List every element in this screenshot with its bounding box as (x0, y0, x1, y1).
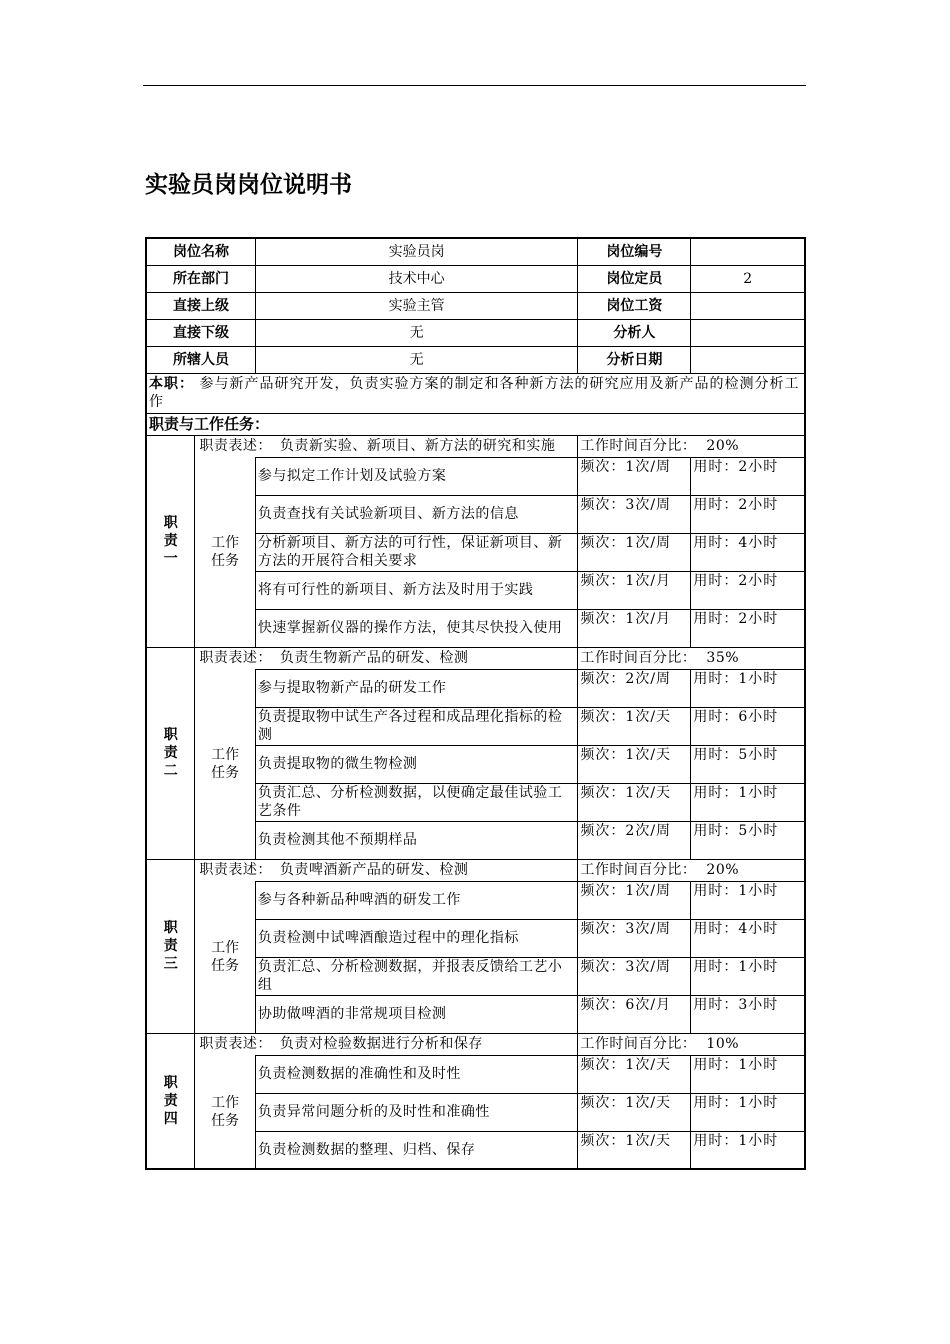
duty-name (146, 1033, 195, 1169)
task-duration: 用时：2小时 (691, 609, 805, 647)
duty-desc-label: 职责表述： (199, 862, 272, 878)
info-value: 实验员岗 (255, 238, 578, 265)
duty-pct-label: 工作时间百分比： (580, 650, 697, 666)
info-label: 岗位定员 (578, 265, 691, 292)
task-duration: 用时：1小时 (691, 669, 805, 707)
task-duration: 用时：1小时 (691, 1055, 805, 1093)
task-text: 将有可行性的新项目、新方法及时用于实践 (255, 571, 578, 609)
duty-name-char: 职 (163, 515, 178, 531)
task-duration: 用时：2小时 (691, 571, 805, 609)
duty-pct-value: 20% (706, 438, 740, 454)
info-label: 分析人 (578, 319, 691, 346)
duty-desc-label: 职责表述： (199, 1036, 272, 1052)
duty-desc-text: 负责新实验、新项目、新方法的研究和实施 (279, 438, 556, 454)
task-frequency: 频次：2次/周 (578, 821, 691, 859)
duty-desc-row (146, 435, 805, 457)
task-text: 负责异常问题分析的及时性和准确性 (255, 1093, 578, 1131)
duty-desc-label: 职责表述： (199, 650, 272, 666)
task-frequency: 频次：3次/周 (578, 957, 691, 995)
task-duration: 用时：2小时 (691, 457, 805, 495)
task-frequency: 频次：1次/天 (578, 1093, 691, 1131)
task-text: 负责查找有关试验新项目、新方法的信息 (255, 495, 578, 533)
duty-name-char: 责 (163, 938, 178, 954)
duty-name-char: 二 (163, 763, 178, 779)
duties-header-row (146, 413, 805, 435)
duty-pct-label: 工作时间百分比： (580, 1036, 697, 1052)
task-duration: 用时：3小时 (691, 995, 805, 1033)
info-row (146, 346, 805, 373)
duty-name-char: 责 (163, 745, 178, 761)
task-row (146, 457, 805, 495)
task-text: 分析新项目、新方法的可行性，保证新项目、新方法的开展符合相关要求 (255, 533, 578, 571)
duty-pct (578, 647, 805, 669)
info-value (691, 346, 805, 373)
task-group-label-line: 任务 (211, 1112, 240, 1129)
duty-desc (195, 1033, 578, 1055)
info-label: 直接上级 (146, 292, 255, 319)
info-value (691, 238, 805, 265)
job-description-table (145, 237, 806, 1170)
info-row (146, 292, 805, 319)
duty-name-char: 职 (163, 1074, 178, 1091)
task-frequency: 频次：1次/周 (578, 533, 691, 571)
info-label: 岗位编号 (578, 238, 691, 265)
task-text: 负责汇总、分析检测数据，并报表反馈给工艺小组 (255, 957, 578, 995)
info-value: 无 (255, 319, 578, 346)
task-duration: 用时：5小时 (691, 821, 805, 859)
benzhi-text: 参与新产品研究开发，负责实验方案的制定和各种新方法的研究应用及新产品的检测分析工作 (149, 376, 800, 410)
task-frequency: 频次：1次/月 (578, 571, 691, 609)
duty-name-char: 三 (163, 956, 178, 972)
task-duration: 用时：5小时 (691, 745, 805, 783)
task-group-label (195, 881, 256, 1033)
benzhi-label: 本职： (149, 376, 194, 392)
task-group-label (195, 457, 256, 647)
task-text: 负责汇总、分析检测数据，以便确定最佳试验工艺条件 (255, 783, 578, 821)
task-text: 负责检测数据的整理、归档、保存 (255, 1131, 578, 1169)
duty-desc-label: 职责表述： (199, 438, 272, 454)
info-row (146, 265, 805, 292)
task-frequency: 频次：1次/周 (578, 881, 691, 919)
duty-desc-text: 负责对检验数据进行分析和保存 (279, 1036, 483, 1052)
task-frequency: 频次：1次/天 (578, 707, 691, 745)
task-row (146, 1055, 805, 1093)
duty-name-char: 责 (163, 1092, 178, 1109)
task-group-label (195, 669, 256, 859)
duty-desc (195, 435, 578, 457)
task-duration: 用时：1小时 (691, 1093, 805, 1131)
info-value: 技术中心 (255, 265, 578, 292)
task-frequency: 频次：1次/周 (578, 457, 691, 495)
duty-pct (578, 435, 805, 457)
duty-name (146, 647, 195, 859)
task-group-label (195, 1055, 256, 1169)
info-label: 直接下级 (146, 319, 255, 346)
duty-pct-label: 工作时间百分比： (580, 862, 697, 878)
task-text: 负责检测其他不预期样品 (255, 821, 578, 859)
duty-pct-value: 10% (706, 1036, 740, 1052)
duty-desc-row (146, 1033, 805, 1055)
task-duration: 用时：2小时 (691, 495, 805, 533)
duty-name-char: 责 (163, 533, 178, 549)
info-value: 2 (691, 265, 805, 292)
task-text: 负责提取物中试生产各过程和成品理化指标的检测 (255, 707, 578, 745)
duty-pct-label: 工作时间百分比： (580, 438, 697, 454)
task-frequency: 频次：1次/月 (578, 609, 691, 647)
info-label: 所在部门 (146, 265, 255, 292)
page-title: 实验员岗岗位说明书 (145, 172, 352, 198)
duty-name-char: 职 (163, 920, 178, 936)
benzhi-cell (146, 373, 805, 413)
task-text: 参与各种新品种啤酒的研发工作 (255, 881, 578, 919)
duty-name (146, 859, 195, 1033)
info-label: 岗位工资 (578, 292, 691, 319)
task-frequency: 频次：1次/天 (578, 783, 691, 821)
task-frequency: 频次：1次/天 (578, 1131, 691, 1169)
task-frequency: 频次：1次/天 (578, 745, 691, 783)
duties-header: 职责与工作任务： (146, 413, 805, 435)
info-label: 所辖人员 (146, 346, 255, 373)
info-value (691, 319, 805, 346)
task-frequency: 频次：2次/周 (578, 669, 691, 707)
task-text: 快速掌握新仪器的操作方法，使其尽快投入使用 (255, 609, 578, 647)
duty-desc-row (146, 859, 805, 881)
task-duration: 用时：6小时 (691, 707, 805, 745)
task-text: 负责检测数据的准确性和及时性 (255, 1055, 578, 1093)
duty-desc-text: 负责生物新产品的研发、检测 (279, 650, 469, 666)
task-group-label-line: 任务 (211, 552, 240, 569)
info-value: 无 (255, 346, 578, 373)
task-group-label-line: 工作 (211, 534, 240, 551)
duty-desc (195, 647, 578, 669)
task-duration: 用时：4小时 (691, 533, 805, 571)
task-duration: 用时：4小时 (691, 919, 805, 957)
info-value (691, 292, 805, 319)
duty-pct-value: 35% (706, 650, 740, 666)
task-text: 参与提取物新产品的研发工作 (255, 669, 578, 707)
duty-pct (578, 1033, 805, 1055)
task-group-label-line: 工作 (211, 939, 240, 956)
duty-desc-row (146, 647, 805, 669)
task-frequency: 频次：6次/月 (578, 995, 691, 1033)
task-group-label-line: 工作 (211, 1094, 240, 1111)
info-value: 实验主管 (255, 292, 578, 319)
duty-name (146, 435, 195, 647)
info-label: 分析日期 (578, 346, 691, 373)
duty-pct-value: 20% (706, 862, 740, 878)
info-label: 岗位名称 (146, 238, 255, 265)
task-row (146, 669, 805, 707)
duty-pct (578, 859, 805, 881)
task-frequency: 频次：3次/周 (578, 495, 691, 533)
info-row (146, 238, 805, 265)
task-text: 协助做啤酒的非常规项目检测 (255, 995, 578, 1033)
task-text: 负责检测中试啤酒酿造过程中的理化指标 (255, 919, 578, 957)
task-row (146, 881, 805, 919)
duty-desc-text: 负责啤酒新产品的研发、检测 (279, 862, 469, 878)
task-duration: 用时：1小时 (691, 881, 805, 919)
task-group-label-line: 任务 (211, 764, 240, 781)
task-frequency: 频次：1次/天 (578, 1055, 691, 1093)
task-group-label-line: 任务 (211, 957, 240, 974)
task-group-label-line: 工作 (211, 746, 240, 763)
task-duration: 用时：1小时 (691, 957, 805, 995)
task-text: 参与拟定工作计划及试验方案 (255, 457, 578, 495)
header-rule (143, 85, 806, 86)
task-duration: 用时：1小时 (691, 783, 805, 821)
duty-name-char: 一 (163, 551, 178, 567)
task-text: 负责提取物的微生物检测 (255, 745, 578, 783)
info-row (146, 319, 805, 346)
task-duration: 用时：1小时 (691, 1131, 805, 1169)
benzhi-row (146, 373, 805, 413)
duty-name-char: 职 (163, 727, 178, 743)
task-frequency: 频次：3次/周 (578, 919, 691, 957)
duty-desc (195, 859, 578, 881)
duty-name-char: 四 (163, 1110, 178, 1127)
